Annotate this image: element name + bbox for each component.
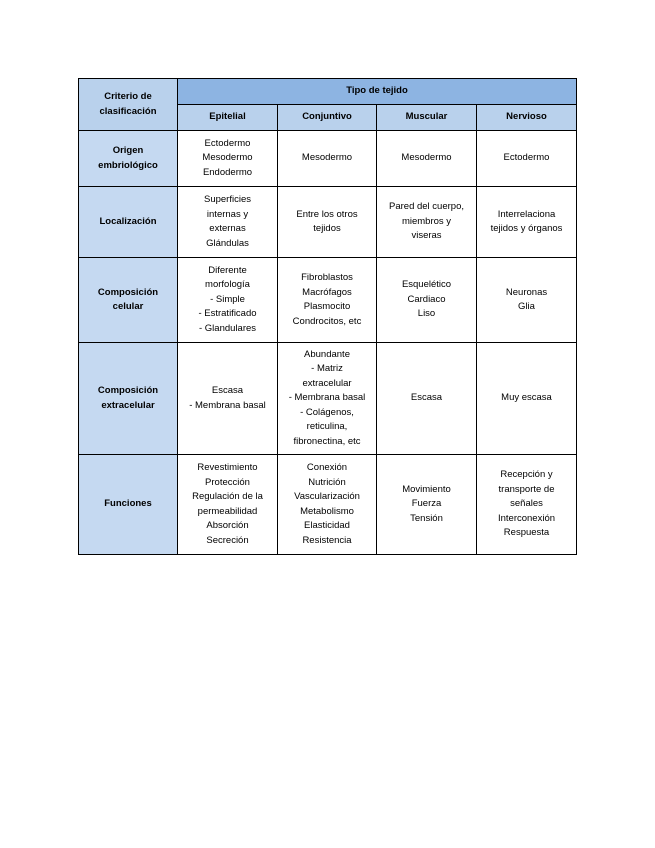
criterion-line: extracelular	[101, 399, 155, 411]
tissue-classification-table	[78, 78, 577, 555]
cell-line: Mesodermo	[202, 152, 253, 164]
criterion-line: Origen	[112, 145, 144, 156]
cell-muscular	[377, 455, 477, 555]
cell-muscular	[377, 258, 477, 343]
cell-line: señales	[510, 498, 543, 510]
cell-line: - Colágenos,	[300, 406, 354, 418]
criterion-line: Composición	[97, 385, 159, 396]
cell-line: externas	[209, 223, 246, 234]
cell-epitelial	[178, 258, 278, 343]
cell-conjuntivo	[278, 258, 377, 343]
cell-nervioso	[477, 187, 577, 258]
cell-nervioso	[477, 131, 577, 187]
table-row	[79, 455, 577, 555]
cell-line: fibronectina, etc	[293, 435, 361, 447]
cell-epitelial	[178, 131, 278, 187]
cell-line: Glándulas	[206, 237, 249, 249]
criterion-cell	[79, 131, 178, 187]
cell-line: Interrelaciona	[497, 208, 556, 220]
criterion-line: embriológico	[98, 159, 158, 171]
cell-line: Regulación de la	[192, 491, 263, 502]
cell-line: - Matriz	[311, 363, 343, 375]
cell-line: morfología	[205, 279, 250, 291]
cell-line: Macrófagos	[302, 286, 352, 298]
table-row	[79, 187, 577, 258]
cell-line: Nutrición	[308, 476, 346, 488]
cell-line: Escasa	[211, 385, 244, 396]
criterion-line: Composición	[97, 286, 159, 298]
cell-line: extracelular	[302, 377, 352, 389]
cell-line: Recepción y	[500, 469, 553, 481]
cell-conjuntivo	[278, 187, 377, 258]
criterion-cell	[79, 455, 178, 555]
cell-line: Ectodermo	[503, 152, 550, 164]
criterion-cell	[79, 187, 178, 258]
column-header-nervioso: Nervioso	[477, 105, 577, 131]
cell-line: permeabilidad	[197, 505, 258, 517]
cell-line: Protección	[205, 476, 250, 488]
column-header-muscular: Muscular	[377, 105, 477, 131]
cell-muscular	[377, 187, 477, 258]
criterion-line: Funciones	[104, 498, 152, 510]
cell-line: Pared del cuerpo,	[389, 201, 464, 213]
cell-line: - Membrana basal	[288, 392, 366, 404]
criterion-line: Localización	[99, 215, 157, 227]
cell-epitelial	[178, 187, 278, 258]
cell-muscular	[377, 131, 477, 187]
cell-line: Vascularización	[294, 491, 360, 502]
cell-line: tejidos y órganos	[490, 223, 563, 234]
cell-conjuntivo	[278, 455, 377, 555]
cell-line: Revestimiento	[197, 462, 258, 473]
cell-line: Ectodermo	[204, 137, 251, 149]
cell-line: Cardiaco	[407, 293, 446, 305]
cell-line: Superficies	[204, 194, 251, 205]
cell-nervioso	[477, 343, 577, 455]
cell-line: Plasmocito	[303, 301, 351, 312]
cell-line: Liso	[417, 308, 436, 320]
header-row-group	[79, 79, 577, 105]
cell-line: - Membrana basal	[189, 399, 266, 411]
cell-line: - Glandulares	[198, 322, 257, 334]
criterion-cell	[79, 343, 178, 455]
cell-line: Abundante	[304, 348, 350, 360]
cell-line: Tensión	[410, 512, 443, 524]
cell-epitelial	[178, 343, 278, 455]
cell-line: internas y	[206, 208, 249, 220]
cell-line: Elasticidad	[304, 520, 350, 531]
cell-line: Respuesta	[503, 527, 550, 539]
cell-line: Fuerza	[411, 498, 442, 510]
cell-line: Mesodermo	[301, 152, 353, 164]
criterion-line: celular	[112, 301, 144, 312]
cell-line: - Simple	[210, 293, 245, 305]
cell-line: Muy escasa	[501, 392, 552, 404]
cell-line: Diferente	[208, 264, 247, 276]
table-row	[79, 131, 577, 187]
column-header-epitelial: Epitelial	[178, 105, 278, 131]
cell-line: reticulina,	[306, 421, 348, 433]
table-row	[79, 343, 577, 455]
cell-conjuntivo	[278, 131, 377, 187]
column-header-conjuntivo: Conjuntivo	[278, 105, 377, 131]
cell-epitelial	[178, 455, 278, 555]
cell-line: Fibroblastos	[301, 272, 353, 283]
cell-line: Mesodermo	[401, 152, 452, 164]
cell-line: Conexión	[306, 462, 348, 473]
cell-nervioso	[477, 258, 577, 343]
cell-line: miembros y	[401, 215, 452, 227]
cell-line: Neuronas	[505, 286, 548, 298]
cell-conjuntivo	[278, 343, 377, 455]
cell-line: Condrocitos, etc	[292, 315, 362, 327]
cell-line: Movimiento	[402, 483, 451, 495]
cell-line: transporte de	[498, 483, 555, 495]
criterion-header: Criterio de clasificación	[79, 79, 178, 131]
cell-line: Esquelético	[401, 279, 452, 291]
cell-line: Interconexión	[497, 512, 556, 524]
cell-line: tejidos	[313, 223, 341, 234]
cell-line: viseras	[411, 230, 442, 242]
cell-line: Secreción	[206, 534, 249, 546]
cell-line: Metabolismo	[300, 505, 354, 517]
cell-line: - Estratificado	[198, 308, 257, 320]
cell-line: Glia	[518, 301, 535, 312]
cell-nervioso	[477, 455, 577, 555]
cell-line: Endodermo	[202, 166, 253, 178]
tissue-type-header: Tipo de tejido	[178, 79, 577, 105]
criterion-cell	[79, 258, 178, 343]
table-row	[79, 258, 577, 343]
cell-line: Resistencia	[302, 534, 352, 546]
cell-muscular	[377, 343, 477, 455]
cell-line: Absorción	[206, 520, 249, 531]
cell-line: Escasa	[410, 392, 443, 404]
cell-line: Entre los otros	[296, 208, 358, 220]
